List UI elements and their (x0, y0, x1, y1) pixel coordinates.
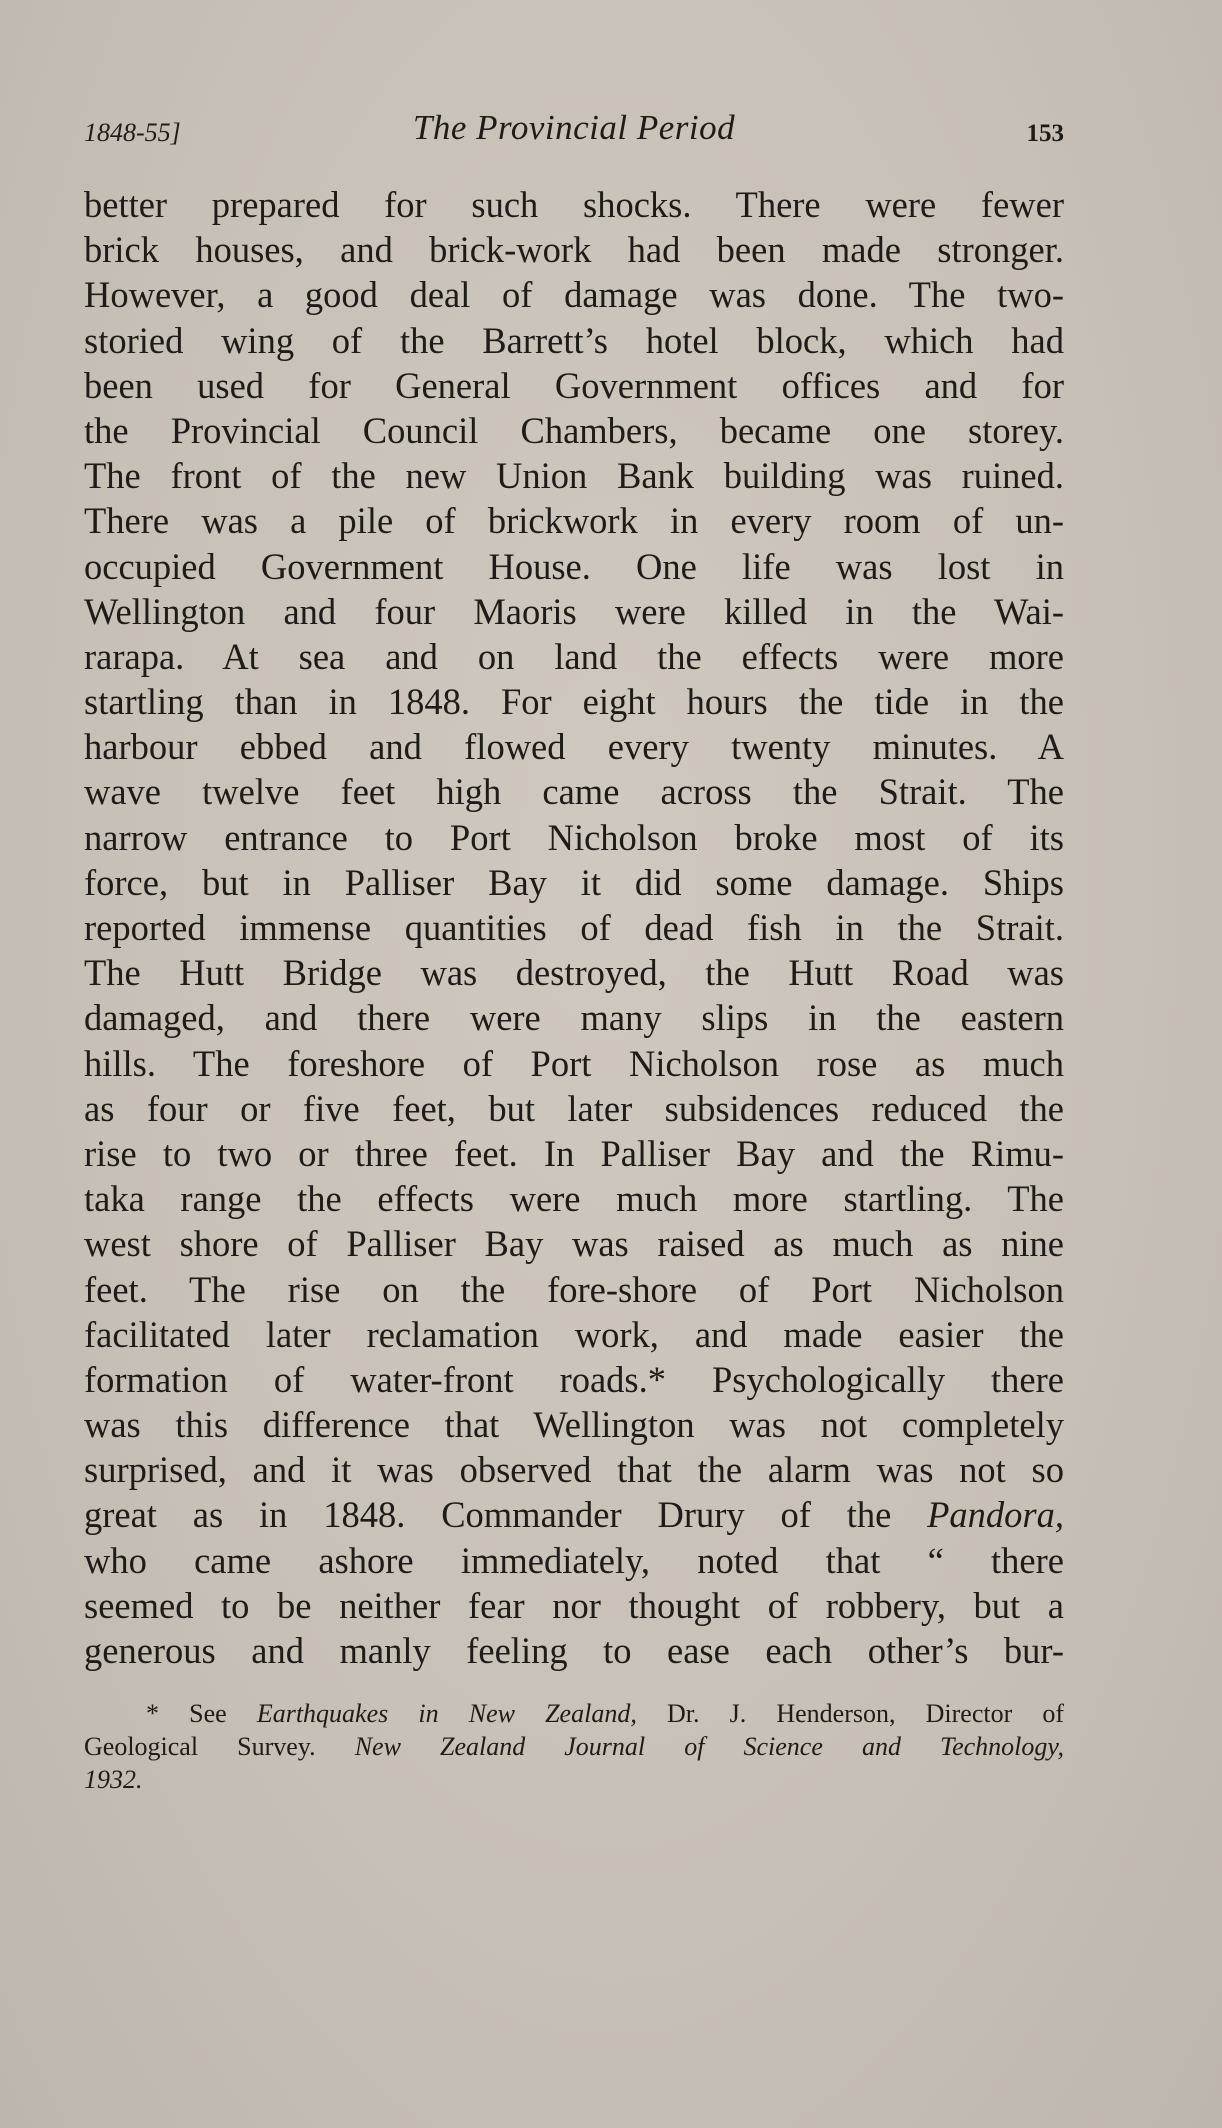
text-line: storied wing of the Barrett’s hotel block, which had (84, 319, 1064, 361)
text-line: damaged, and there were many slips in the eastern (84, 997, 1064, 1039)
header-date-range: 1848-55] (84, 118, 181, 147)
text-line: brick houses, and brick-work had been made stronger. (84, 229, 1064, 271)
footnote (84, 1697, 1064, 1796)
text-line: seemed to be neither fear nor thought of robbery, but a (84, 1584, 1064, 1626)
text-line-part: great as in 1848. Commander Drury of the (84, 1494, 892, 1536)
text-line: wave twelve feet high came across the Strait. The (84, 771, 1064, 813)
footnote-line (84, 1697, 1064, 1730)
footnote-author: Dr. J. Henderson, Director of (666, 1699, 1065, 1729)
text-line: surprised, and it was observed that the alarm was not so (84, 1449, 1064, 1491)
text-line: as four or five feet, but later subsidences reduced the (84, 1087, 1064, 1129)
text-line: hills. The foreshore of Port Nicholson rose as much (84, 1042, 1064, 1084)
footnote-survey: Geological Survey. (84, 1732, 316, 1762)
footnote-line (84, 1763, 1064, 1796)
text-line: the Provincial Council Chambers, became one storey. (84, 409, 1064, 451)
text-line: better prepared for such shocks. There were fewer (84, 184, 1064, 225)
text-line: reported immense quantities of dead fish in the Strait. (84, 907, 1064, 948)
body-text (84, 182, 1064, 1673)
book-page (84, 108, 1064, 1796)
running-head (84, 108, 1064, 160)
text-line: narrow entrance to Port Nicholson broke most of its (84, 816, 1064, 858)
footnote-line (84, 1730, 1064, 1763)
header-title: The Provincial Period (412, 108, 736, 147)
text-line: However, a good deal of damage was done. The two- (84, 274, 1064, 316)
text-line: Wellington and four Maoris were killed in the Wai- (84, 590, 1064, 632)
text-line: harbour ebbed and flowed every twenty minutes. A (84, 726, 1064, 768)
text-line: taka range the effects were much more startling. The (84, 1178, 1064, 1220)
text-line: feet. The rise on the fore-shore of Port Nicholson (84, 1268, 1064, 1310)
text-line: There was a pile of brickwork in every room of un- (84, 500, 1064, 542)
text-line: occupied Government House. One life was lost in (84, 545, 1064, 587)
text-line: rise to two or three feet. In Palliser Bay and the Rimu- (84, 1132, 1064, 1174)
text-line: startling than in 1848. For eight hours the tide in the (84, 681, 1064, 723)
text-line: rarapa. At sea and on land the effects were more (84, 635, 1064, 677)
footnote-journal: New Zealand Journal of Science and Technology, (354, 1732, 1065, 1762)
ship-name: Pandora, (927, 1494, 1065, 1536)
text-line: been used for General Government offices and for (84, 364, 1064, 406)
text-line: The front of the new Union Bank building was ruined. (84, 455, 1064, 497)
text-line: who came ashore immediately, noted that “ there (84, 1539, 1064, 1581)
text-line: generous and manly feeling to ease each other’s bur- (84, 1630, 1064, 1671)
text-line: west shore of Palliser Bay was raised as much as nine (84, 1223, 1064, 1265)
page-number: 153 (1026, 120, 1064, 147)
footnote-year: 1932. (84, 1765, 143, 1795)
text-line: facilitated later reclamation work, and made easier the (84, 1313, 1064, 1355)
footnote-ref-title: Earthquakes in New Zealand, (256, 1699, 637, 1729)
text-line: formation of water-front roads.* Psychologically there (84, 1358, 1064, 1400)
footnote-marker: * See (146, 1699, 227, 1729)
text-line-pandora (84, 1492, 1064, 1537)
text-line: The Hutt Bridge was destroyed, the Hutt Road was (84, 952, 1064, 994)
text-line: was this difference that Wellington was not completely (84, 1404, 1064, 1446)
text-line: force, but in Palliser Bay it did some damage. Ships (84, 861, 1064, 903)
